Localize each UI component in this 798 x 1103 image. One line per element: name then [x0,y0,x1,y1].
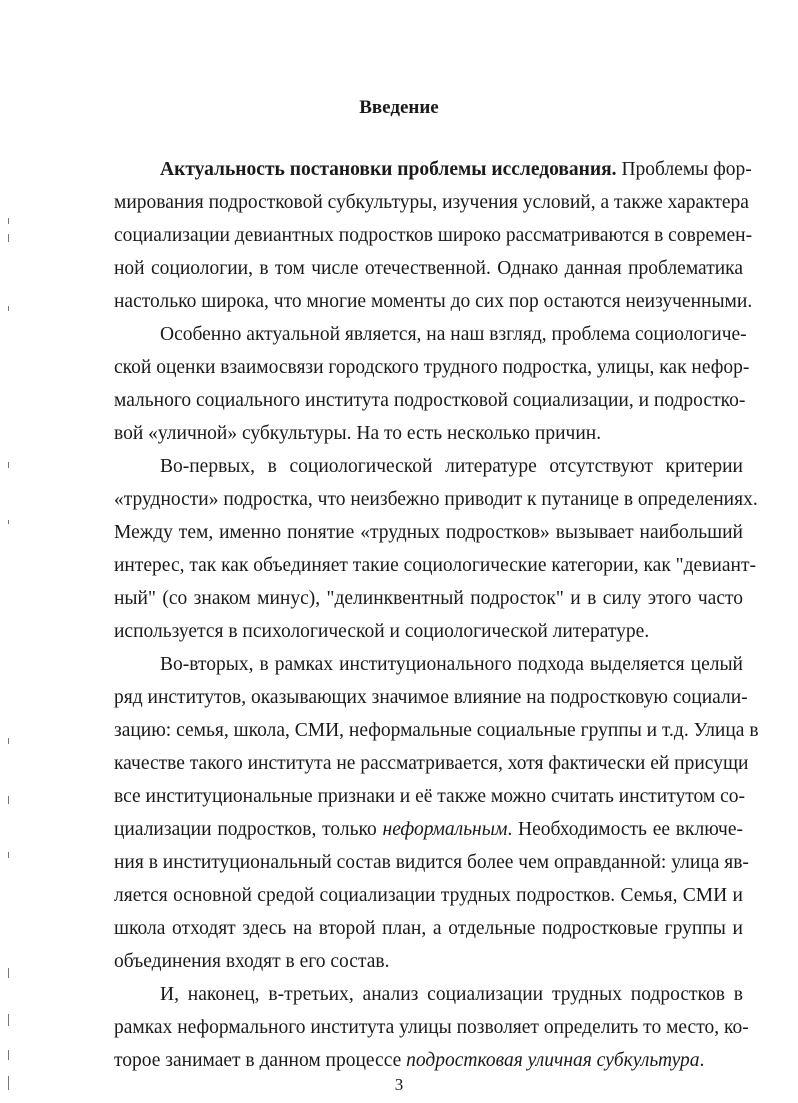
text-line: ный" (со знаком минус), "делинквентный подросток" и в силу этого часто [114,588,743,609]
text-line: социализации девиантных подростков широко рассматриваются в современ- [114,225,753,246]
text-line: ряд институтов, оказывающих значимое влияние на подростковую социали- [114,687,748,708]
text-line [160,158,752,182]
scan-mark [8,968,9,978]
text-line: школа отходят здесь на второй план, а отдельные подростковые группы и [114,918,743,939]
scan-mark [8,1014,9,1026]
text-line: настолько широка, что многие моменты до сих пор остаются неизученными. [114,291,753,312]
text-line: ния в институциональный состав видится более чем оправданной: улица яв- [114,852,749,873]
text-line: вой «уличной» субкультуры. На то есть несколько причин. [114,423,602,444]
scan-mark [8,462,9,468]
text-line: «трудности» подростка, что неизбежно приводит к путанице в определениях. [114,489,758,510]
text-line [114,818,743,842]
text-line: качестве такого института не рассматривается, хотя фактически ей присущи [114,753,749,774]
text-line: рамках неформального института улицы позволяет определить то место, ко- [114,1017,749,1038]
page-number: 3 [394,1075,404,1094]
text-span: Проблемы фор- [616,159,752,180]
scan-mark [8,1050,9,1060]
text-span: . Необходимость ее включе- [507,819,743,840]
text-line: мального социального института подростковой социализации, и подростко- [114,390,746,411]
scan-mark [8,520,9,524]
text-line: используется в психологической и социологической литературе. [114,621,650,642]
text-line: объединения входят в его состав. [114,951,390,972]
text-line: И, наконец, в-третьих, анализ социализации трудных подростков в [160,984,743,1005]
text-span: торое занимает в данном процессе [114,1050,407,1071]
text-line: Во-вторых, в рамках институционального подхода выделяется целый [160,654,743,675]
text-line: ной социологии, в том числе отечественной. Однако данная проблематика [114,258,743,279]
section-heading-inline: Актуальность постановки проблемы исследования. [160,159,617,180]
italic-term: неформальным [382,819,508,840]
text-line: Во-первых, в социологической литературе отсутствуют критерии [160,456,743,477]
text-line: зацию: семья, школа, СМИ, неформальные социальные группы и т.д. Улица в [114,720,759,741]
text-line: мирования подростковой субкультуры, изучения условий, а также характера [114,192,749,213]
text-span: циализации подростков, только [114,819,383,840]
scan-mark [8,218,9,224]
italic-term: подростковая уличная субкультура [406,1050,700,1071]
text-line: все институциональные признаки и её также можно считать институтом со- [114,786,746,807]
text-line: Особенно актуальной является, на наш взгляд, проблема социологиче- [160,324,747,345]
page-title: Введение [359,97,439,118]
scan-mark [8,234,9,242]
scan-mark [8,738,9,744]
scan-mark [8,306,9,311]
text-line: ляется основной средой социализации трудных подростков. Семья, СМИ и [114,885,743,906]
scan-mark [8,852,9,858]
text-span: . [699,1050,705,1071]
text-line: ской оценки взаимосвязи городского трудного подростка, улицы, как нефор- [114,357,750,378]
scan-mark [8,1076,9,1090]
text-line [114,1049,743,1073]
text-line: Между тем, именно понятие «трудных подростков» вызывает наибольший [114,522,743,543]
scan-mark [8,796,9,804]
text-line: интерес, так как объединяет такие социологические категории, как "девиант- [114,555,756,576]
